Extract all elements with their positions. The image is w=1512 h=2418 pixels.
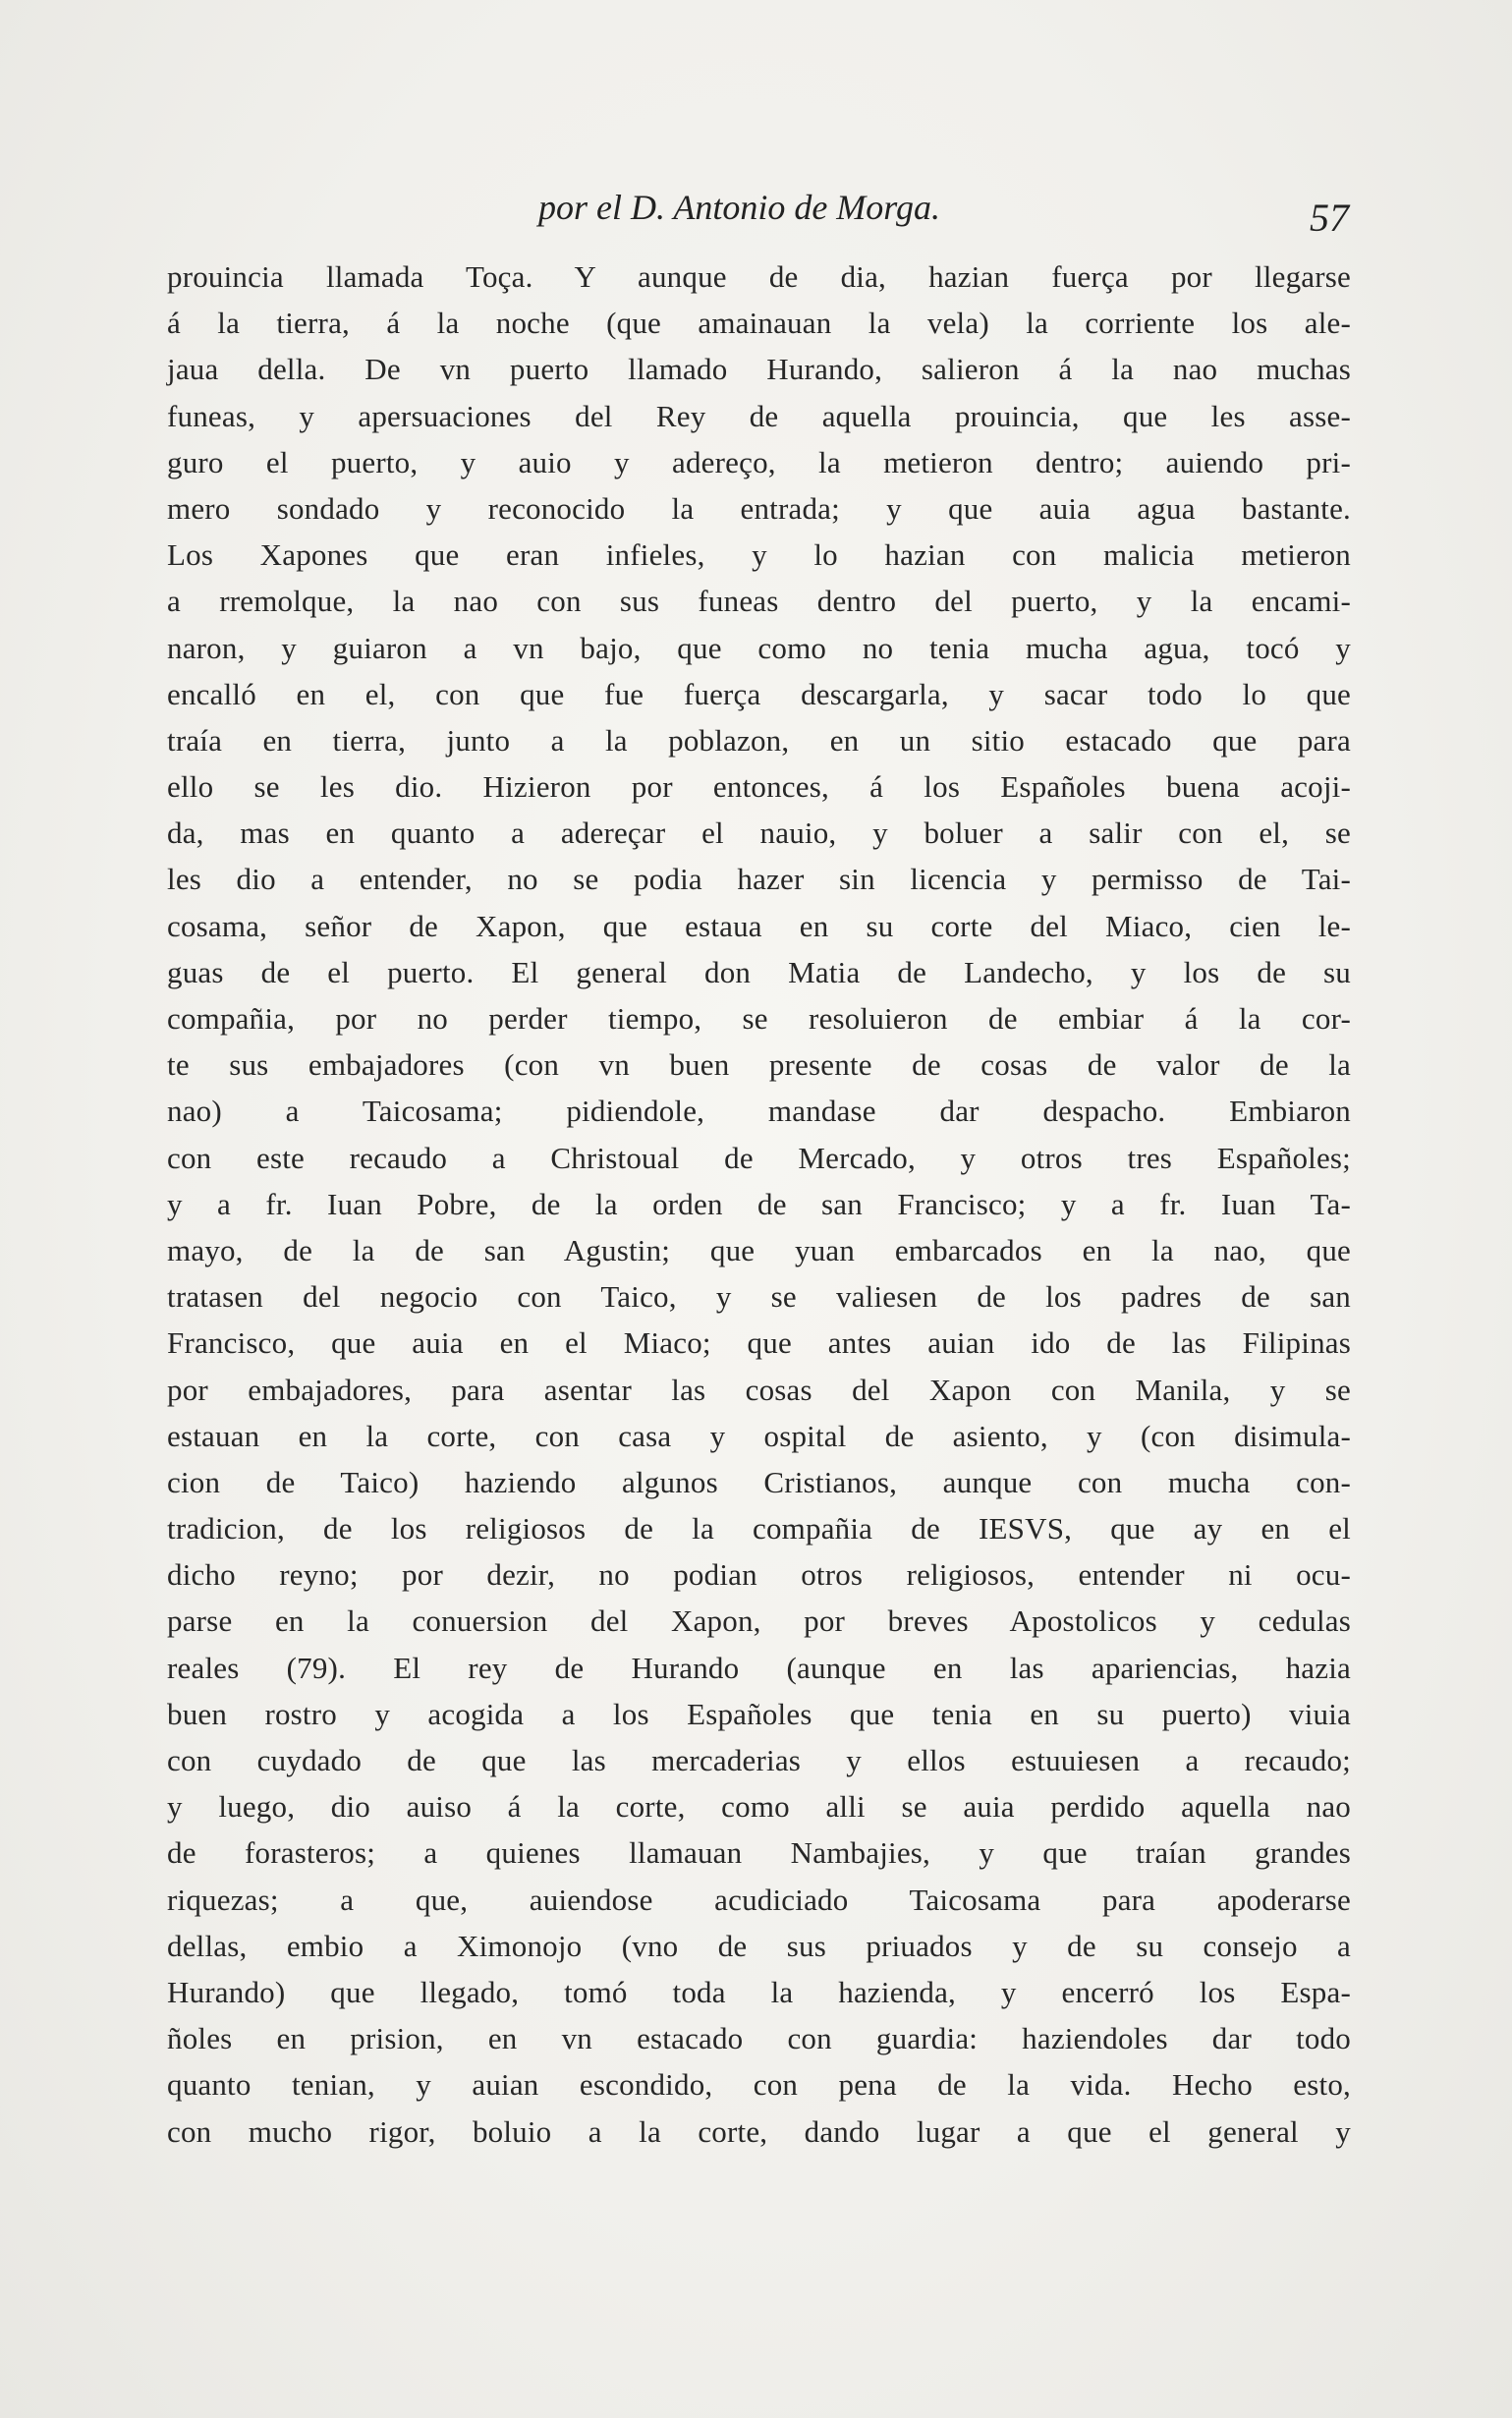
text-line: prouincia llamada Toça. Y aunque de dia, hazian fuerça por llegarse	[167, 259, 1351, 294]
text-line: por embajadores, para asentar las cosas del Xapon con Manila, y se	[167, 1372, 1351, 1407]
text-line: y luego, dio auiso á la corte, como alli se auia perdido aquella nao	[167, 1789, 1351, 1825]
running-head	[538, 187, 1364, 242]
text-line: cion de Taico) haziendo algunos Cristianos, aunque con mucha con-	[167, 1464, 1351, 1499]
text-line: mero sondado y reconocido la entrada; y que auia agua bastante.	[167, 490, 1351, 526]
text-line: con cuydado de que las mercaderias y ellos estuuiesen a recaudo;	[167, 1743, 1351, 1777]
text-line: compañia, por no perder tiempo, se resoluieron de embiar á la cor-	[167, 1001, 1351, 1036]
text-line: á la tierra, á la noche (que amainauan la vela) la corriente los ale-	[167, 306, 1351, 341]
text-line: guas de el puerto. El general don Matia de Landecho, y los de su	[167, 954, 1351, 989]
text-line: jaua della. De vn puerto llamado Hurando, salieron á la nao muchas	[167, 352, 1351, 387]
text-line: de forasteros; a quienes llamauan Nambajies, y que traían grandes	[167, 1835, 1351, 1871]
text-line: funeas, y apersuaciones del Rey de aquella prouincia, que les asse-	[167, 398, 1351, 433]
text-line: a rremolque, la nao con sus funeas dentro del puerto, y la encami-	[167, 584, 1351, 619]
text-line: quanto tenian, y auian escondido, con pena de la vida. Hecho esto,	[167, 2067, 1351, 2103]
body-text	[167, 253, 1351, 2155]
text-line: traía en tierra, junto a la poblazon, en un sitio estacado que para	[167, 722, 1351, 758]
text-line: ello se les dio. Hizieron por entonces, á los Españoles buena acoji-	[167, 769, 1351, 805]
text-line: dicho reyno; por dezir, no podian otros religiosos, entender ni ocu-	[167, 1557, 1351, 1593]
text-line: nao) a Taicosama; pidiendole, mandase dar despacho. Embiaron	[167, 1094, 1351, 1129]
text-line: con mucho rigor, boluio a la corte, dando lugar a que el general y	[167, 2113, 1351, 2149]
text-line: guro el puerto, y auio y adereço, la metieron dentro; auiendo pri-	[167, 444, 1351, 479]
text-line: Francisco, que auia en el Miaco; que antes auian ido de las Filipinas	[167, 1325, 1351, 1361]
text-line: encalló en el, con que fue fuerça descargarla, y sacar todo lo que	[167, 676, 1351, 711]
text-line: les dio a entender, no se podia hazer sin licencia y permisso de Tai-	[167, 862, 1351, 897]
text-line: con este recaudo a Christoual de Mercado, y otros tres Españoles;	[167, 1140, 1351, 1175]
running-head-title: por el D. Antonio de Morga.	[538, 188, 940, 227]
text-line: riquezas; a que, auiendose acudiciado Taicosama para apoderarse	[167, 1882, 1351, 1917]
text-line: cosama, señor de Xapon, que estaua en su corte del Miaco, cien le-	[167, 908, 1351, 943]
text-line: naron, y guiaron a vn bajo, que como no tenia mucha agua, tocó y	[167, 630, 1351, 665]
text-line: ñoles en prision, en vn estacado con guardia: haziendoles dar todo	[167, 2021, 1351, 2056]
page-number: 57	[1310, 196, 1349, 240]
text-line: reales (79). El rey de Hurando (aunque en las apariencias, hazia	[167, 1650, 1351, 1685]
text-line: te sus embajadores (con vn buen presente de cosas de valor de la	[167, 1047, 1351, 1083]
text-line: y a fr. Iuan Pobre, de la orden de san Francisco; y a fr. Iuan Ta-	[167, 1186, 1351, 1221]
text-line: tradicion, de los religiosos de la compañia de IESVS, que ay en el	[167, 1511, 1351, 1546]
text-line: tratasen del negocio con Taico, y se valiesen de los padres de san	[167, 1279, 1351, 1315]
text-line: mayo, de la de san Agustin; que yuan embarcados en la nao, que	[167, 1232, 1351, 1267]
text-line: da, mas en quanto a adereçar el nauio, y boluer a salir con el, se	[167, 815, 1351, 851]
text-line: Hurando) que llegado, tomó toda la hazienda, y encerró los Espa-	[167, 1974, 1351, 2009]
text-line: estauan en la corte, con casa y ospital de asiento, y (con disimula-	[167, 1418, 1351, 1453]
text-line: buen rostro y acogida a los Españoles que tenia en su puerto) viuia	[167, 1696, 1351, 1731]
text-line: parse en la conuersion del Xapon, por breves Apostolicos y cedulas	[167, 1603, 1351, 1639]
text-line: dellas, embio a Ximonojo (vno de sus priuados y de su consejo a	[167, 1928, 1351, 1963]
text-line: Los Xapones que eran infieles, y lo hazian con malicia metieron	[167, 537, 1351, 573]
